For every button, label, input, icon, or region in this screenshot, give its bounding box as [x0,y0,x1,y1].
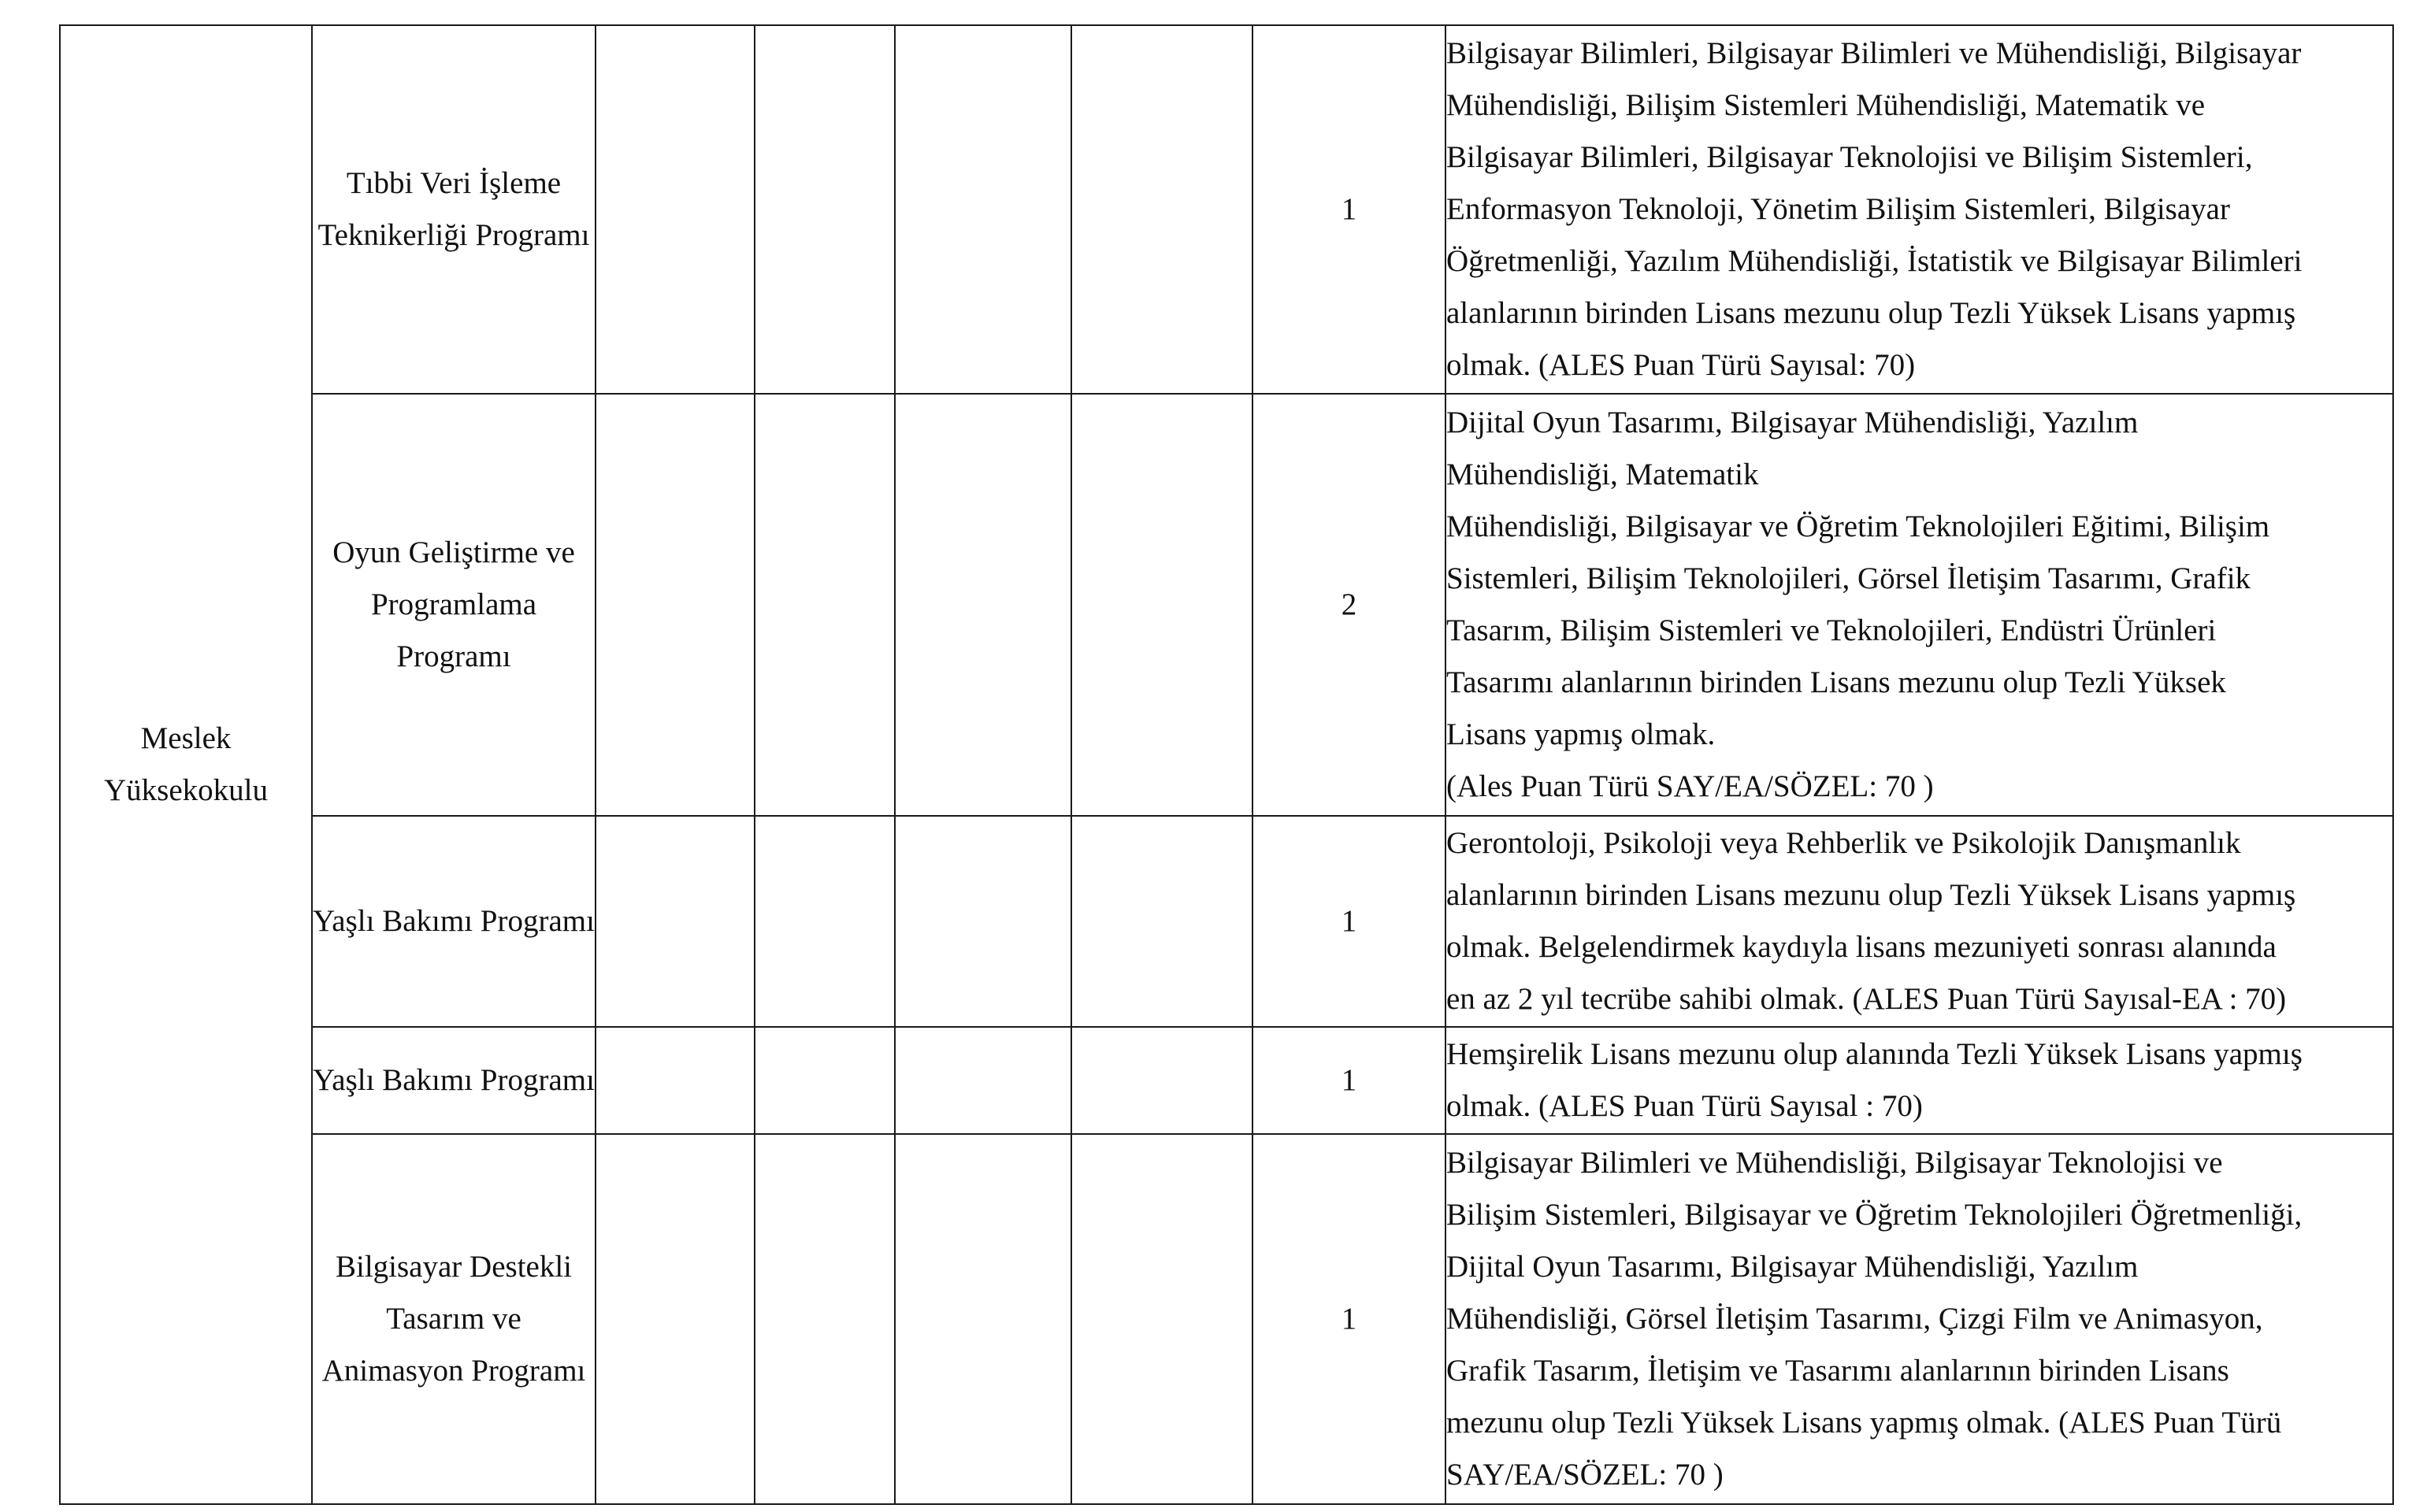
requirement-line: Mühendisliği, Bilişim Sistemleri Mühendisliği, Matematik ve [1446,88,2206,122]
requirement-line: alanlarının birinden Lisans mezunu olup Tezli Yüksek Lisans yapmış [1446,878,2296,912]
table-row [60,1134,2393,1504]
staff-requirements-table [59,24,2394,1505]
empty-cell [755,816,895,1027]
table-row [60,816,2393,1027]
requirement-line: Hemşirelik Lisans mezunu olup alanında Tezli Yüksek Lisans yapmış [1446,1037,2303,1071]
empty-cell [596,1134,755,1504]
empty-cell [755,1027,895,1134]
requirements-cell [1445,25,2393,394]
requirement-line: en az 2 yıl tecrübe sahibi olmak. (ALES Puan Türü Sayısal-EA : 70) [1446,982,2287,1016]
empty-cell [1071,394,1252,816]
requirement-line: Dijital Oyun Tasarımı, Bilgisayar Mühendisliği, Yazılım [1446,406,2139,439]
requirement-line: Mühendisliği, Matematik [1446,458,1759,491]
requirement-line: alanlarının birinden Lisans mezunu olup Tezli Yüksek Lisans yapmış [1446,296,2296,330]
requirement-line: olmak. (ALES Puan Türü Sayısal: 70) [1446,348,1916,382]
requirements-cell [1445,394,2393,816]
empty-cell [1071,816,1252,1027]
empty-cell [596,1027,755,1134]
program-name: Bilgisayar Destekli Tasarım ve Animasyon Programı [312,1134,596,1504]
quota-cell: 1 [1252,1134,1445,1504]
requirement-line: Mühendisliği, Bilgisayar ve Öğretim Teknolojileri Eğitimi, Bilişim [1446,510,2270,543]
requirement-line: Bilgisayar Bilimleri ve Mühendisliği, Bilgisayar Teknolojisi ve [1446,1146,2223,1180]
requirement-line: Tasarımı alanlarının birinden Lisans mezunu olup Tezli Yüksek [1446,665,2226,699]
requirement-line: Grafik Tasarım, İletişim ve Tasarımı alanlarının birinden Lisans [1446,1354,2229,1388]
requirement-line: mezunu olup Tezli Yüksek Lisans yapmış olmak. (ALES Puan Türü [1446,1406,2282,1440]
requirement-line: (Ales Puan Türü SAY/EA/SÖZEL: 70 ) [1446,769,1934,803]
empty-cell [1071,25,1252,394]
table-row [60,25,2393,394]
empty-cell [895,1027,1071,1134]
program-name: Oyun Geliştirme ve Programlama Programı [312,394,596,816]
requirement-line: Bilgisayar Bilimleri, Bilgisayar Bilimleri ve Mühendisliği, Bilgisayar [1446,36,2302,70]
quota-cell: 2 [1252,394,1445,816]
requirements-cell [1445,1134,2393,1504]
empty-cell [895,25,1071,394]
quota-cell: 1 [1252,816,1445,1027]
requirement-line: olmak. Belgelendirmek kaydıyla lisans mezuniyeti sonrası alanında [1446,930,2277,964]
program-name: Tıbbi Veri İşleme Teknikerliği Programı [312,25,596,394]
empty-cell [596,25,755,394]
requirement-line: Dijital Oyun Tasarımı, Bilgisayar Mühendisliği, Yazılım [1446,1250,2139,1284]
empty-cell [895,816,1071,1027]
table-row [60,1027,2393,1134]
empty-cell [895,394,1071,816]
requirement-line: Bilgisayar Bilimleri, Bilgisayar Teknolojisi ve Bilişim Sistemleri, [1446,140,2253,174]
empty-cell [755,1134,895,1504]
table-row [60,394,2393,816]
requirement-line: Sistemleri, Bilişim Teknolojileri, Görsel İletişim Tasarımı, Grafik [1446,561,2251,595]
empty-cell [1071,1134,1252,1504]
requirement-line: SAY/EA/SÖZEL: 70 ) [1446,1458,1724,1492]
program-name: Yaşlı Bakımı Programı [312,1027,596,1134]
requirement-line: Lisans yapmış olmak. [1446,717,1716,751]
requirements-cell [1445,1027,2393,1134]
requirement-line: Enformasyon Teknoloji, Yönetim Bilişim Sistemleri, Bilgisayar [1446,192,2230,226]
quota-cell: 1 [1252,25,1445,394]
requirement-line: Gerontoloji, Psikoloji veya Rehberlik ve Psikolojik Danışmanlık [1446,826,2241,860]
empty-cell [596,394,755,816]
requirement-line: Mühendisliği, Görsel İletişim Tasarımı, Çizgi Film ve Animasyon, [1446,1302,2263,1336]
program-name: Yaşlı Bakımı Programı [312,816,596,1027]
requirements-cell [1445,816,2393,1027]
empty-cell [1071,1027,1252,1134]
requirement-line: olmak. (ALES Puan Türü Sayısal : 70) [1446,1089,1923,1123]
empty-cell [895,1134,1071,1504]
faculty-cell: Meslek Yüksekokulu [60,25,312,1504]
requirement-line: Öğretmenliği, Yazılım Mühendisliği, İstatistik ve Bilgisayar Bilimleri [1446,244,2303,278]
empty-cell [755,25,895,394]
quota-cell: 1 [1252,1027,1445,1134]
empty-cell [755,394,895,816]
empty-cell [596,816,755,1027]
requirement-line: Bilişim Sistemleri, Bilgisayar ve Öğretim Teknolojileri Öğretmenliği, [1446,1198,2303,1232]
requirement-line: Tasarım, Bilişim Sistemleri ve Teknolojileri, Endüstri Ürünleri [1446,613,2217,647]
